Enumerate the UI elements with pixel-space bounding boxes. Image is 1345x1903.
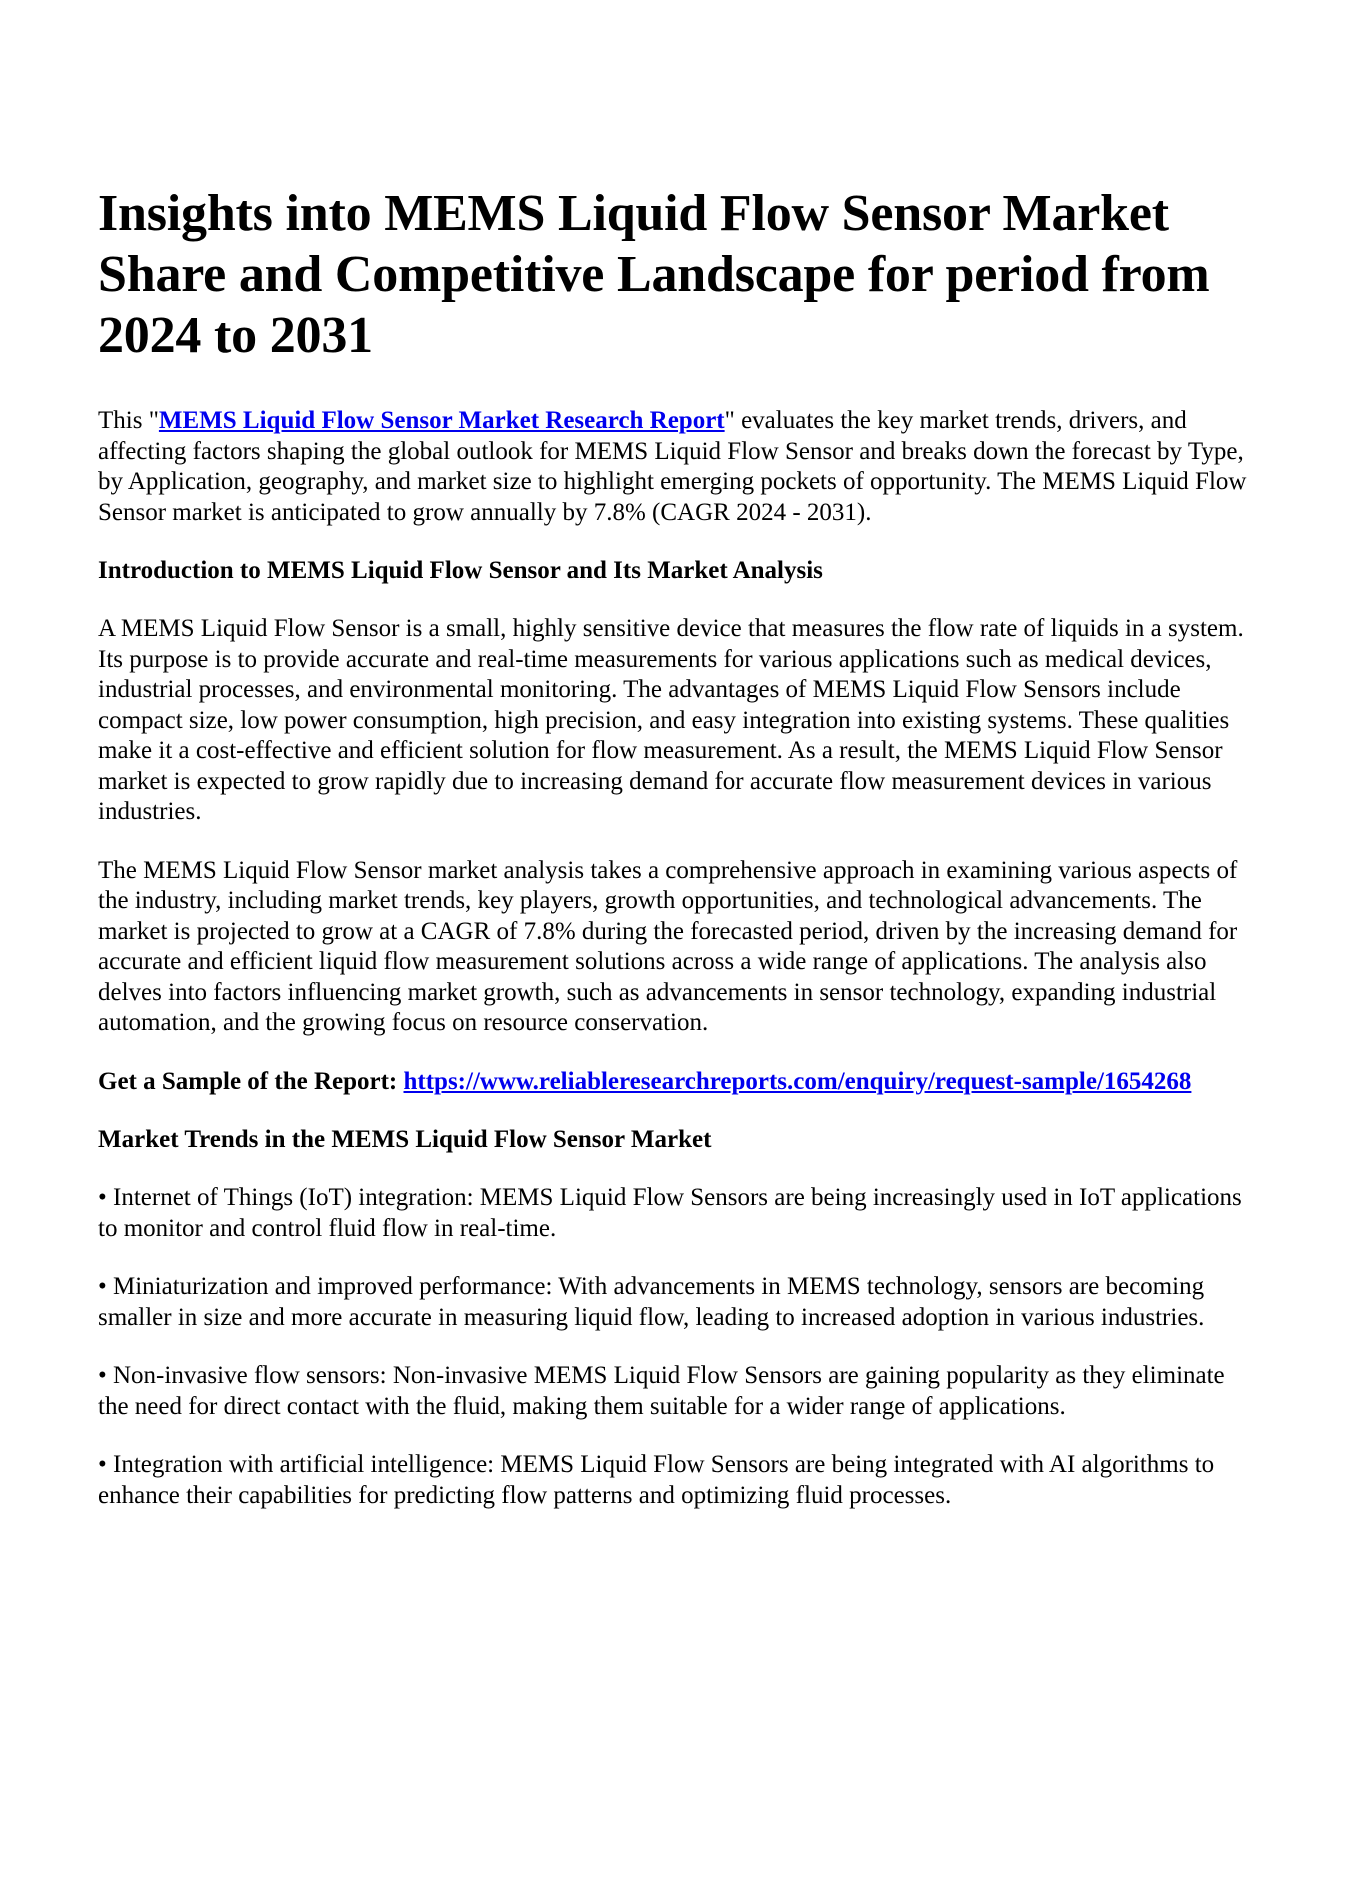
list-item: • Non-invasive flow sensors: Non-invasive MEMS Liquid Flow Sensors are gaining popularity as they eliminate the need for direct contact with the fluid, making them suitable for a wider range of applications. [98, 1362, 1225, 1420]
body-paragraph: The MEMS Liquid Flow Sensor market analysis takes a comprehensive approach in examining various aspects of the industry, including market trends, key players, growth opportunities, and technological advancements. The market is projected to grow at a CAGR of 7.8% during the forecasted period, driven by the increasing demand for accurate and efficient liquid flow measurement solutions across a wide range of applications. The analysis also delves into factors influencing market growth, such as advancements in sensor technology, expanding industrial automation, and the growing focus on resource conservation. [98, 856, 1238, 1036]
intro-suffix: " evaluates the key market trends, drivers, and affecting factors shaping the global outlook for MEMS Liquid Flow Sensor and breaks down the forecast by Type, by Application, geography, and market size to highlight emerging pockets of opportunity. The MEMS Liquid Flow Sensor market is anticipated to grow annually by 7.8% (CAGR 2024 - 2031). [98, 407, 1247, 526]
list-item: • Miniaturization and improved performance: With advancements in MEMS technology, sensors are becoming smaller in size and more accurate in measuring liquid flow, leading to increased adoption in various industries. [98, 1273, 1205, 1331]
sample-label: Get a Sample of the Report: [98, 1067, 404, 1095]
body-paragraph: A MEMS Liquid Flow Sensor is a small, highly sensitive device that measures the flow rate of liquids in a system. Its purpose is to provide accurate and real-time measurements for various applications such as medical devices, industrial processes, and environmental monitoring. The advantages of MEMS Liquid Flow Sensors include compact size, low power consumption, high precision, and easy integration into existing systems. These qualities make it a cost-effective and efficient solution for flow measurement. As a result, the MEMS Liquid Flow Sensor market is expected to grow rapidly due to increasing demand for accurate flow measurement devices in various industries. [98, 615, 1244, 825]
list-item: • Internet of Things (IoT) integration: MEMS Liquid Flow Sensors are being increasingly used in IoT applications to monitor and control fluid flow in real-time. [98, 1184, 1242, 1242]
sample-link[interactable]: https://www.reliableresearchreports.com/enquiry/request-sample/1654268 [403, 1067, 1192, 1095]
page-title: Insights into MEMS Liquid Flow Sensor Market Share and Competitive Landscape for period from 2024 to 2031 [98, 185, 1210, 364]
section-heading-trends: Market Trends in the MEMS Liquid Flow Sensor Market [98, 1126, 712, 1153]
document-page [98, 183, 1258, 1539]
list-item: • Integration with artificial intelligence: MEMS Liquid Flow Sensors are being integrated with AI algorithms to enhance their capabilities for predicting flow patterns and optimizing fluid processes. [98, 1451, 1215, 1509]
report-link[interactable]: MEMS Liquid Flow Sensor Market Research Report [158, 407, 725, 434]
sample-line [98, 1067, 1258, 1098]
intro-paragraph [98, 406, 1258, 528]
section-heading-introduction: Introduction to MEMS Liquid Flow Sensor and Its Market Analysis [98, 557, 823, 584]
intro-prefix: This " [98, 407, 159, 434]
